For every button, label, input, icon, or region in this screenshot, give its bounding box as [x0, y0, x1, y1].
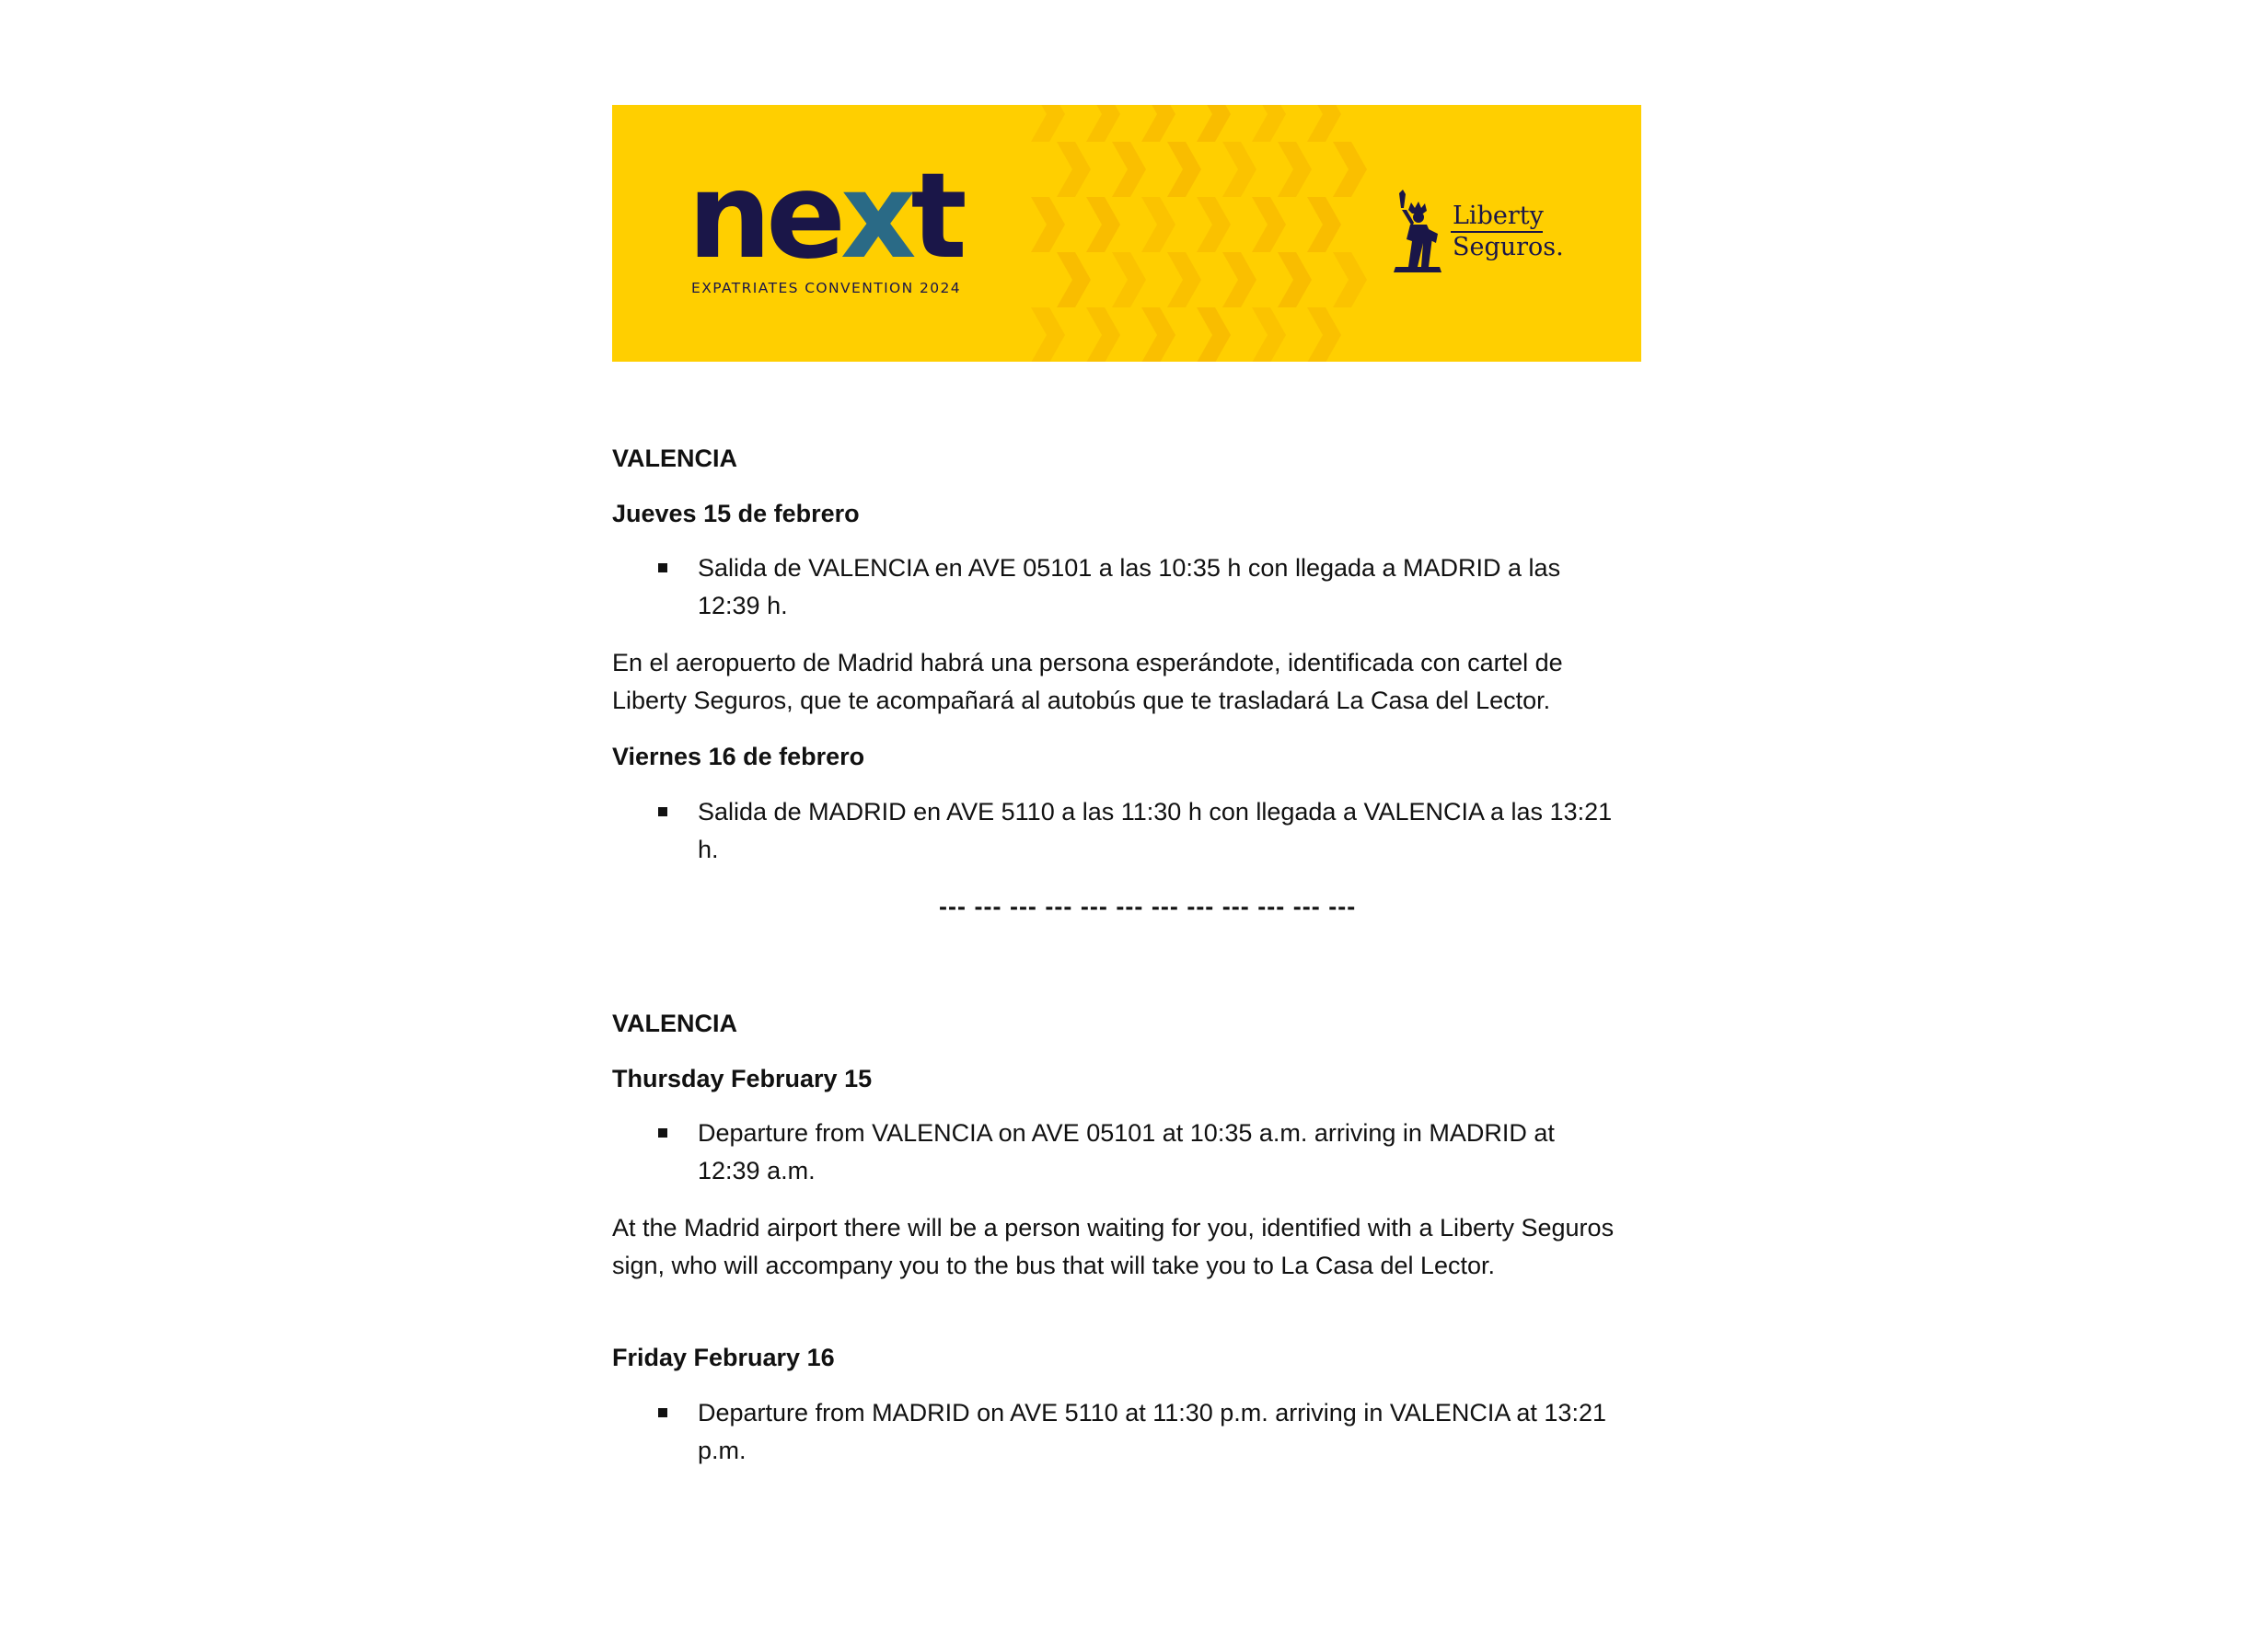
chevron-shape: [1252, 105, 1286, 142]
liberty-brand-line1: Liberty: [1453, 202, 1544, 230]
chevron-shape: [1112, 252, 1146, 307]
next-logo-x: x: [839, 148, 911, 285]
chevron-shape: [1333, 142, 1367, 197]
spanish-day1-bullet: [658, 563, 667, 572]
statue-of-liberty-icon: [1390, 190, 1447, 272]
convention-banner: [612, 105, 1641, 362]
chevron-shape: [1278, 142, 1312, 197]
chevron-shape: [1031, 197, 1065, 252]
chevron-shape: [1197, 197, 1231, 252]
chevron-shape: [1197, 307, 1231, 362]
chevron-shape: [1307, 197, 1341, 252]
chevron-shape: [1167, 252, 1201, 307]
english-city-heading: VALENCIA: [612, 1010, 738, 1037]
chevron-shape: [1252, 307, 1286, 362]
chevron-shape: [1307, 307, 1341, 362]
spanish-day2-heading: Viernes 16 de febrero: [612, 743, 865, 770]
liberty-seguros-logo: [1390, 190, 1565, 272]
next-logo-ne: ne: [688, 148, 840, 285]
english-day1-bullet: [658, 1128, 667, 1138]
chevron-shape: [1086, 105, 1120, 142]
english-day2-heading: Friday February 16: [612, 1344, 835, 1371]
chevron-shape: [1057, 252, 1091, 307]
chevron-shape: [1141, 197, 1175, 252]
chevron-shape: [1031, 105, 1065, 142]
section-divider: --- --- --- --- --- --- --- --- --- --- --- ---: [939, 893, 1357, 920]
english-day1-heading: Thursday February 15: [612, 1065, 873, 1092]
next-logo-t: t: [910, 148, 962, 285]
chevron-shape: [1141, 105, 1175, 142]
english-day2-bullet: [658, 1408, 667, 1417]
chevron-shape: [1086, 307, 1120, 362]
spanish-day2-bullet: [658, 807, 667, 816]
chevron-shape: [1057, 142, 1091, 197]
spanish-city-heading: VALENCIA: [612, 445, 738, 472]
chevron-shape: [1141, 307, 1175, 362]
next-logo-word: [688, 148, 962, 285]
spanish-day1-heading: Jueves 15 de febrero: [612, 500, 860, 527]
chevron-shape: [1167, 142, 1201, 197]
chevron-shape: [1222, 142, 1256, 197]
english-day2-item: Departure from MADRID on AVE 5110 at 11:30 p.m. arriving in VALENCIA at 13:21 p.m.: [698, 1399, 1606, 1464]
next-logo: [688, 148, 964, 285]
chevron-shape: [1112, 142, 1146, 197]
spanish-day1-note: En el aeropuerto de Madrid habrá una persona esperándote, identificada con cartel de Liberty Seguros, que te acompañará al autobús que te trasladará La Casa del Lector.: [612, 649, 1563, 714]
chevron-shape: [1031, 307, 1065, 362]
chevron-shape: [1278, 252, 1312, 307]
chevron-shape: [1086, 197, 1120, 252]
spanish-day1-item: Salida de VALENCIA en AVE 05101 a las 10:35 h con llegada a MADRID a las 12:39 h.: [698, 554, 1561, 619]
liberty-brand-line2: Seguros.: [1453, 233, 1564, 261]
chevron-shape: [1333, 252, 1367, 307]
spanish-day2-item: Salida de MADRID en AVE 5110 a las 11:30 h con llegada a VALENCIA a las 13:21 h.: [698, 798, 1613, 863]
chevron-shape: [1222, 252, 1256, 307]
next-logo-subtitle: EXPATRIATES CONVENTION 2024: [691, 280, 962, 296]
chevron-shape: [1252, 197, 1286, 252]
chevron-shape: [1197, 105, 1231, 142]
english-day1-item: Departure from VALENCIA on AVE 05101 at 10:35 a.m. arriving in MADRID at 12:39 a.m.: [698, 1119, 1555, 1184]
chevron-shape: [1307, 105, 1341, 142]
english-day1-note: At the Madrid airport there will be a person waiting for you, identified with a Liberty Seguros sign, who will accompany you to the bus that will take you to La Casa del Lector.: [612, 1214, 1615, 1279]
